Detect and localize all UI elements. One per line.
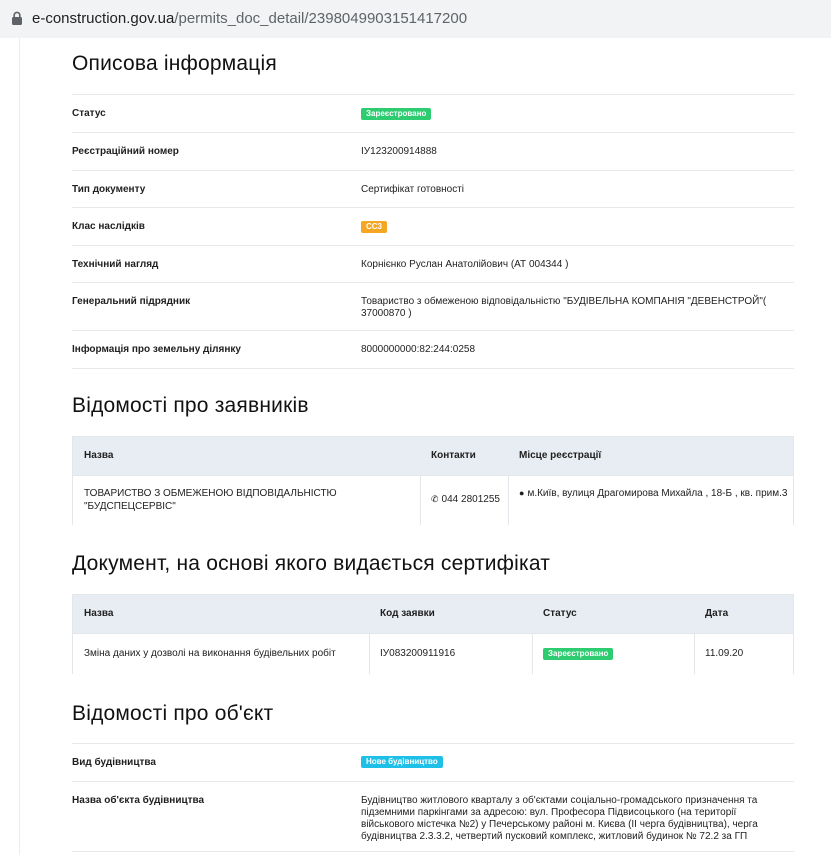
info-label: Тип документу bbox=[72, 184, 146, 195]
info-value: 8000000000:82:244:0258 bbox=[361, 344, 476, 355]
document-code: IУ083200911916 bbox=[380, 648, 456, 659]
applicant-phone-number: 044 2801255 bbox=[441, 494, 500, 505]
column-header-code: Код заявки bbox=[380, 608, 435, 619]
page-left-border bbox=[19, 38, 20, 855]
info-value: Корнієнко Руслан Анатолійович (АТ 004344 ) bbox=[361, 259, 569, 270]
info-row-contractor bbox=[72, 283, 794, 331]
info-row-object-name bbox=[72, 782, 794, 852]
info-row-consequence-class bbox=[72, 208, 794, 246]
document-name: Зміна даних у дозволі на виконання будівельних робіт bbox=[84, 648, 336, 659]
column-header-name: Назва bbox=[84, 608, 114, 619]
class-badge: СС3 bbox=[361, 221, 387, 233]
base-document-table bbox=[72, 594, 794, 674]
section-title-descriptive: Описова інформація bbox=[72, 52, 277, 75]
table-header bbox=[73, 595, 793, 633]
column-divider bbox=[369, 633, 370, 674]
section-title-applicants: Відомості про заявників bbox=[72, 394, 309, 417]
info-label: Технічний нагляд bbox=[72, 259, 159, 270]
map-pin-icon: ● bbox=[519, 488, 525, 498]
info-label: Клас наслідків bbox=[72, 221, 145, 232]
applicant-name: ТОВАРИСТВО З ОБМЕЖЕНОЮ ВІДПОВІДАЛЬНІСТЮ "БУДСПЕЦСЕРВІС" bbox=[84, 488, 337, 512]
info-row-land-plot bbox=[72, 331, 794, 369]
info-row-doc-type bbox=[72, 171, 794, 208]
info-value: Товариство з обмеженою відповідальністю "БУДІВЕЛЬНА КОМПАНІЯ "ДЕВЕНСТРОЙ"( 37000870 ) bbox=[361, 296, 767, 319]
url-path: /permits_doc_detail/2398049903151417200 bbox=[174, 10, 468, 27]
column-header-date: Дата bbox=[705, 608, 729, 619]
section-title-object: Відомості про об'єкт bbox=[72, 702, 274, 725]
column-divider bbox=[420, 475, 421, 525]
browser-address-bar[interactable] bbox=[0, 0, 831, 38]
info-value: Сертифікат готовності bbox=[361, 184, 465, 195]
applicant-place-text: м.Київ, вулиця Драгомирова Михайла , 18-Б , кв. прим.3 bbox=[527, 488, 788, 499]
info-label: Реєстраційний номер bbox=[72, 146, 179, 157]
info-label: Вид будівництва bbox=[72, 757, 156, 768]
info-row-status bbox=[72, 95, 794, 133]
section-title-base-document: Документ, на основі якого видається сертифікат bbox=[72, 552, 551, 575]
info-row-reg-number bbox=[72, 133, 794, 171]
status-badge: Зареєстровано bbox=[543, 648, 613, 660]
status-badge: Зареєстровано bbox=[361, 108, 431, 120]
url-host: e-construction.gov.ua bbox=[32, 10, 175, 27]
info-row-build-type bbox=[72, 744, 794, 782]
document-date: 11.09.20 bbox=[705, 648, 744, 659]
table-row bbox=[73, 475, 793, 525]
info-label: Інформація про земельну ділянку bbox=[72, 344, 241, 355]
info-label: Назва об'єкта будівництва bbox=[72, 795, 205, 806]
table-header bbox=[73, 437, 793, 475]
url-text[interactable] bbox=[32, 10, 467, 27]
applicants-table bbox=[72, 436, 794, 525]
column-divider bbox=[508, 475, 509, 525]
column-header-place: Місце реєстрації bbox=[519, 450, 602, 461]
table-row bbox=[73, 633, 793, 674]
column-header-name: Назва bbox=[84, 450, 114, 461]
info-row-supervision bbox=[72, 246, 794, 283]
info-value: Будівництво житлового кварталу з об'єктами соціально-громадського призначення та підземними паркінгами за адресою: вул. Професора Підвисоцького (на території військового містечка №2) у Печерському районі м. Києва (ІІ черга будівництва), черга будівництва 2.3.3.2, четвертий пусковий комплекс, житловий будинок № 72.2 за ГП bbox=[361, 795, 758, 842]
object-info-table bbox=[72, 743, 794, 852]
info-label: Генеральний підрядник bbox=[72, 296, 191, 307]
applicant-phone[interactable] bbox=[431, 493, 500, 506]
column-header-contacts: Контакти bbox=[431, 450, 476, 461]
phone-icon: ✆ bbox=[431, 494, 439, 504]
column-divider bbox=[532, 633, 533, 674]
lock-icon bbox=[11, 11, 23, 25]
column-divider bbox=[694, 633, 695, 674]
applicant-place bbox=[519, 487, 789, 500]
info-label: Статус bbox=[72, 108, 106, 119]
build-type-badge: Нове будівництво bbox=[361, 756, 443, 768]
column-header-status: Статус bbox=[543, 608, 577, 619]
info-value: IУ123200914888 bbox=[361, 146, 437, 157]
descriptive-info-table bbox=[72, 94, 794, 369]
